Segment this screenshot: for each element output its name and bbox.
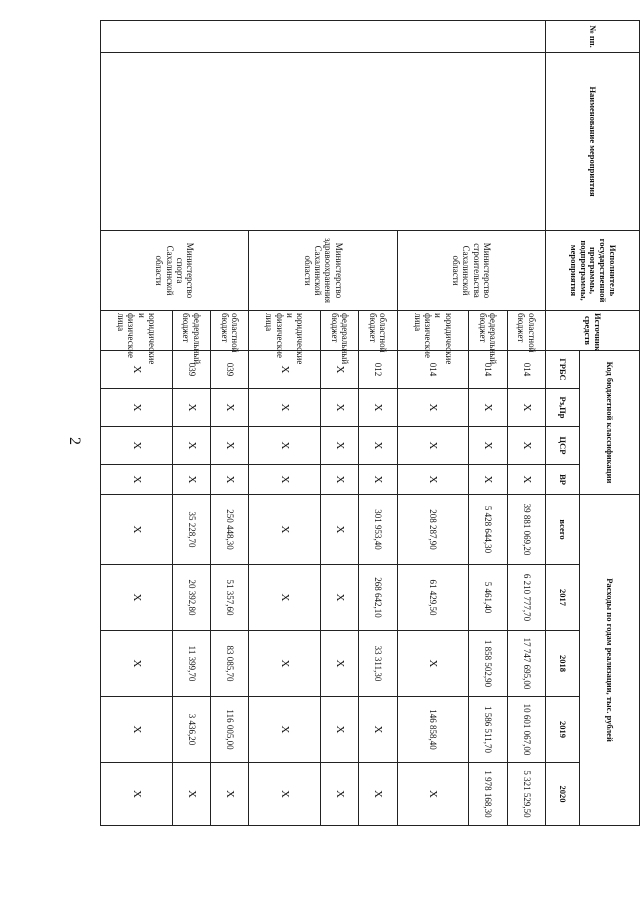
- header-2020: 2020: [546, 763, 580, 826]
- cell-csr: X: [249, 427, 321, 465]
- cell-y2017: 6 210 777,70: [507, 565, 545, 631]
- table-row: [507, 21, 545, 826]
- cell-y2019: 10 601 067,00: [507, 697, 545, 763]
- header-total: всего: [546, 495, 580, 565]
- budget-table-page: [100, 20, 640, 825]
- header-measure-name: Наименование мероприятия: [546, 53, 640, 231]
- header-budget-class: Код бюджетной классификации: [580, 351, 640, 495]
- cell-y2018: X: [249, 631, 321, 697]
- cell-rzpr: X: [397, 389, 469, 427]
- budget-table: [100, 20, 640, 826]
- header-grbs: ГРБС: [546, 351, 580, 389]
- cell-executor: Министерство строительства Сахалинской области: [397, 231, 545, 311]
- cell-num: [101, 21, 546, 53]
- cell-rzpr: X: [211, 389, 249, 427]
- cell-y2019: X: [249, 697, 321, 763]
- cell-y2020: X: [359, 763, 397, 826]
- cell-y2017: X: [249, 565, 321, 631]
- cell-y2017: 61 429,50: [397, 565, 469, 631]
- cell-y2019: 3 436,20: [172, 697, 210, 763]
- cell-csr: X: [321, 427, 359, 465]
- cell-total: 208 287,90: [397, 495, 469, 565]
- cell-vr: X: [321, 465, 359, 495]
- cell-total: X: [101, 495, 173, 565]
- cell-csr: X: [359, 427, 397, 465]
- cell-grbs: X: [249, 351, 321, 389]
- cell-source: юридические и физические лица: [397, 311, 469, 351]
- cell-csr: X: [397, 427, 469, 465]
- cell-rzpr: X: [321, 389, 359, 427]
- cell-y2017: 268 642,10: [359, 565, 397, 631]
- cell-vr: X: [101, 465, 173, 495]
- cell-y2020: X: [397, 763, 469, 826]
- header-source: Источник средств: [546, 311, 640, 351]
- cell-source: юридические и физические лица: [249, 311, 321, 351]
- cell-vr: X: [211, 465, 249, 495]
- cell-total: 301 953,40: [359, 495, 397, 565]
- cell-y2018: X: [321, 631, 359, 697]
- cell-source: областной бюджет: [507, 311, 545, 351]
- cell-total: 250 448,30: [211, 495, 249, 565]
- cell-y2017: 5 461,40: [469, 565, 507, 631]
- cell-y2019: X: [321, 697, 359, 763]
- cell-rzpr: X: [172, 389, 210, 427]
- cell-grbs: 014: [397, 351, 469, 389]
- cell-total: 39 881 069,20: [507, 495, 545, 565]
- cell-vr: X: [397, 465, 469, 495]
- header-expenses: Расходы по годам реализации, тыс. рублей: [580, 495, 640, 826]
- header-executor: Исполнитель государственной программы, подпрограммы, мероприятия: [546, 231, 640, 311]
- cell-source: федеральный бюджет: [321, 311, 359, 351]
- cell-y2019: 146 858,40: [397, 697, 469, 763]
- header-2018: 2018: [546, 631, 580, 697]
- cell-grbs: 039: [211, 351, 249, 389]
- cell-csr: X: [101, 427, 173, 465]
- table-body: [101, 21, 546, 826]
- cell-total: X: [321, 495, 359, 565]
- cell-vr: X: [172, 465, 210, 495]
- cell-y2019: 1 586 511,70: [469, 697, 507, 763]
- header-num: № пп.: [546, 21, 640, 53]
- cell-total: 5 428 644,30: [469, 495, 507, 565]
- cell-vr: X: [507, 465, 545, 495]
- cell-y2020: X: [211, 763, 249, 826]
- cell-csr: X: [469, 427, 507, 465]
- cell-executor: Министерство здравоохранения Сахалинской области: [249, 231, 397, 311]
- cell-y2017: 20 392,80: [172, 565, 210, 631]
- header-rzpr: Рз,Пр: [546, 389, 580, 427]
- cell-y2018: 1 858 502,90: [469, 631, 507, 697]
- cell-y2020: X: [321, 763, 359, 826]
- header-2017: 2017: [546, 565, 580, 631]
- cell-vr: X: [249, 465, 321, 495]
- cell-grbs: 014: [469, 351, 507, 389]
- cell-y2017: 51 357,60: [211, 565, 249, 631]
- header-vr: ВР: [546, 465, 580, 495]
- cell-y2018: X: [397, 631, 469, 697]
- cell-total: 35 228,70: [172, 495, 210, 565]
- cell-y2018: 11 399,70: [172, 631, 210, 697]
- cell-source: областной бюджет: [211, 311, 249, 351]
- cell-vr: X: [359, 465, 397, 495]
- cell-source: федеральный бюджет: [172, 311, 210, 351]
- cell-grbs: X: [321, 351, 359, 389]
- cell-rzpr: X: [359, 389, 397, 427]
- cell-rzpr: X: [507, 389, 545, 427]
- header-csr: ЦСР: [546, 427, 580, 465]
- cell-y2020: 5 321 529,50: [507, 763, 545, 826]
- cell-y2017: X: [101, 565, 173, 631]
- cell-y2018: X: [101, 631, 173, 697]
- cell-rzpr: X: [249, 389, 321, 427]
- cell-y2019: X: [101, 697, 173, 763]
- cell-grbs: 039: [172, 351, 210, 389]
- cell-csr: X: [211, 427, 249, 465]
- cell-vr: X: [469, 465, 507, 495]
- cell-y2019: 116 005,00: [211, 697, 249, 763]
- cell-source: федеральный бюджет: [469, 311, 507, 351]
- cell-grbs: X: [101, 351, 173, 389]
- cell-source: областной бюджет: [359, 311, 397, 351]
- cell-y2020: 1 978 168,30: [469, 763, 507, 826]
- cell-measure-name: [101, 53, 546, 231]
- cell-rzpr: X: [469, 389, 507, 427]
- cell-source: юридические и физические лица: [101, 311, 173, 351]
- cell-rzpr: X: [101, 389, 173, 427]
- cell-y2018: 17 747 695,00: [507, 631, 545, 697]
- header-2019: 2019: [546, 697, 580, 763]
- cell-csr: X: [172, 427, 210, 465]
- cell-total: X: [249, 495, 321, 565]
- cell-grbs: 012: [359, 351, 397, 389]
- page-number: 2: [66, 437, 83, 445]
- cell-y2020: X: [101, 763, 173, 826]
- cell-y2020: X: [172, 763, 210, 826]
- cell-y2017: X: [321, 565, 359, 631]
- cell-executor: Министерство спорта Сахалинской области: [101, 231, 249, 311]
- cell-csr: X: [507, 427, 545, 465]
- cell-y2020: X: [249, 763, 321, 826]
- cell-y2018: 33 311,30: [359, 631, 397, 697]
- cell-y2019: X: [359, 697, 397, 763]
- cell-grbs: 014: [507, 351, 545, 389]
- cell-y2018: 83 085,70: [211, 631, 249, 697]
